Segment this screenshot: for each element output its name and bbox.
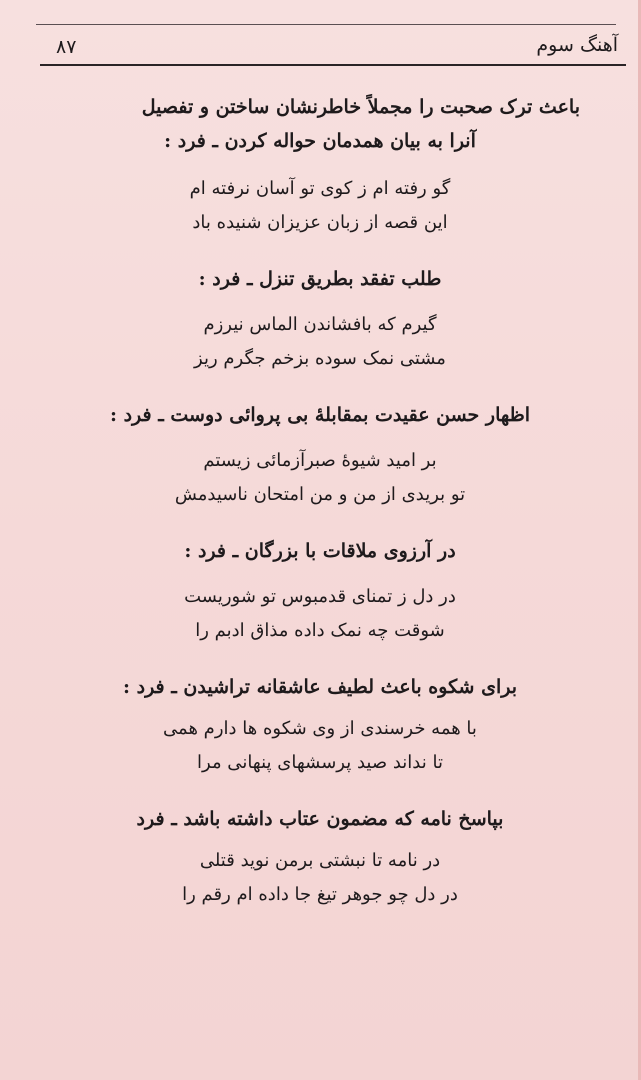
section-3 xyxy=(60,398,580,512)
section-1 xyxy=(60,90,580,240)
verse-line: در دل ز تمنای قدمبوس تو شوریست xyxy=(184,586,456,607)
verse-line: با همه خرسندی از وی شکوه ها دارم همی xyxy=(163,718,477,739)
page-body xyxy=(60,90,580,912)
verse-line: مشتی نمک سوده بزخم جگرم ریز xyxy=(194,348,446,369)
section-2 xyxy=(60,262,580,376)
section-heading: طلب تفقد بطریق تنزل ـ فرد : xyxy=(198,268,442,290)
section-heading: باعث ترک صحبت را مجملاً خاطرنشان ساختن و تفصیل xyxy=(141,96,580,118)
page-number: ۸۷ xyxy=(56,36,77,58)
verse-line: گیرم که بافشاندن الماس نیرزم xyxy=(203,314,437,335)
verse-line: این قصه از زبان عزیزان شنیده باد xyxy=(192,212,448,233)
verse-line: در دل چو جوهر تیغ جا داده ام رقم را xyxy=(182,884,458,905)
verse-line: بر امید شیوهٔ صبرآزمائی زیستم xyxy=(203,450,437,471)
section-heading: اظهار حسن عقیدت بمقابلهٔ بی پروائی دوست ـ فرد : xyxy=(109,404,531,426)
running-header xyxy=(36,28,626,62)
section-heading: برای شکوه باعث لطیف عاشقانه تراشیدن ـ فرد : xyxy=(122,676,518,698)
section-4 xyxy=(60,534,580,648)
verse-line: تو بریدی از من و من امتحان ناسیدمش xyxy=(174,484,466,505)
verse-line: در نامه تا نبشتی برمن نوید قتلی xyxy=(199,850,441,871)
section-heading: بپاسخ نامه که مضمون عتاب داشته باشد ـ فرد xyxy=(136,808,504,830)
header-thin-rule xyxy=(36,24,616,25)
section-heading: آنرا به بیان همدمان حواله کردن ـ فرد : xyxy=(164,130,476,152)
verse-line: تا نداند صید پرسشهای پنهانی مرا xyxy=(197,752,443,773)
section-5 xyxy=(60,670,580,780)
header-rule xyxy=(40,64,626,66)
verse-line: گو رفته ام ز کوی تو آسان نرفته ام xyxy=(189,178,451,199)
section-heading: در آرزوی ملاقات با بزرگان ـ فرد : xyxy=(184,540,456,562)
chapter-title: آهنگ سوم xyxy=(536,34,618,56)
verse-line: شوقت چه نمک داده مذاق ادبم را xyxy=(195,620,445,641)
section-6 xyxy=(60,802,580,912)
